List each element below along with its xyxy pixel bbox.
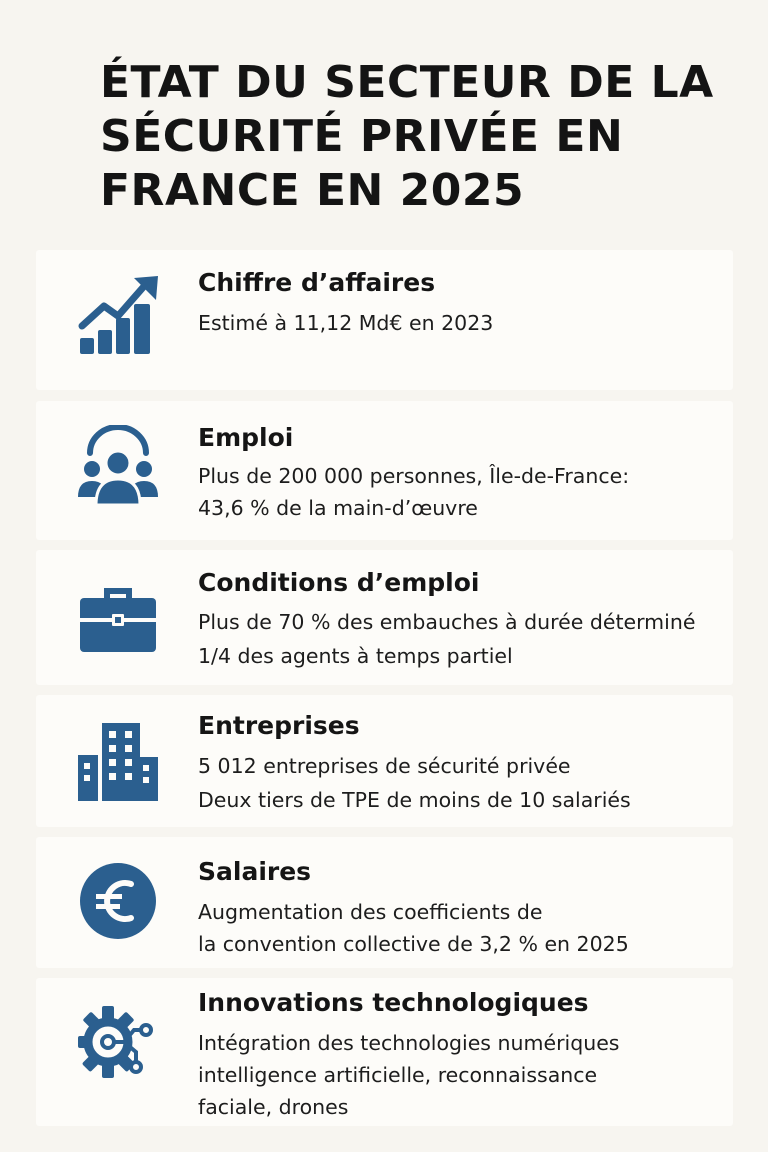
briefcase-icon — [76, 574, 160, 658]
card-employment — [36, 401, 733, 540]
card-text-line: Plus de 70 % des embauches à durée déterminé — [198, 610, 696, 634]
title-line-1: ÉTAT DU SECTEUR DE LA — [100, 57, 714, 108]
card-text-line: Augmentation des coefficients de — [198, 900, 543, 924]
title-line-2: SÉCURITÉ PRIVÉE EN — [100, 111, 624, 162]
card-text-line: intelligence artificielle, reconnaissance — [198, 1063, 598, 1087]
growth-chart-icon — [76, 274, 160, 358]
card-text-line: faciale, drones — [198, 1095, 349, 1119]
card-innovations — [36, 978, 733, 1126]
card-work-conditions — [36, 550, 733, 685]
card-revenue — [36, 250, 733, 390]
euro-coin-icon — [76, 859, 160, 943]
gear-circuit-icon — [76, 1000, 160, 1084]
page-title — [100, 56, 740, 218]
card-text-line: Plus de 200 000 personnes, Île-de-France: — [198, 464, 630, 488]
card-heading: Conditions d’emploi — [198, 568, 480, 597]
card-heading: Entreprises — [198, 711, 360, 740]
card-heading: Chiffre d’affaires — [198, 268, 436, 297]
card-text-line: 5 012 entreprises de sécurité privée — [198, 754, 571, 778]
people-group-icon — [76, 425, 160, 509]
card-heading: Innovations technologiques — [198, 988, 589, 1017]
card-salaries — [36, 837, 733, 968]
card-text-line: Deux tiers de TPE de moins de 10 salariés — [198, 788, 631, 812]
card-text-line: 1/4 des agents à temps partiel — [198, 644, 513, 668]
card-text-line: 43,6 % de la main-d’œuvre — [198, 496, 478, 520]
card-text-line: Estimé à 11,12 Md€ en 2023 — [198, 311, 494, 335]
card-text-line: Intégration des technologies numériques — [198, 1031, 620, 1055]
card-heading: Emploi — [198, 423, 294, 452]
card-text-line: la convention collective de 3,2 % en 2025 — [198, 932, 629, 956]
card-companies — [36, 695, 733, 827]
building-icon — [76, 717, 160, 801]
card-heading: Salaires — [198, 857, 312, 886]
title-line-3: FRANCE EN 2025 — [100, 165, 525, 216]
